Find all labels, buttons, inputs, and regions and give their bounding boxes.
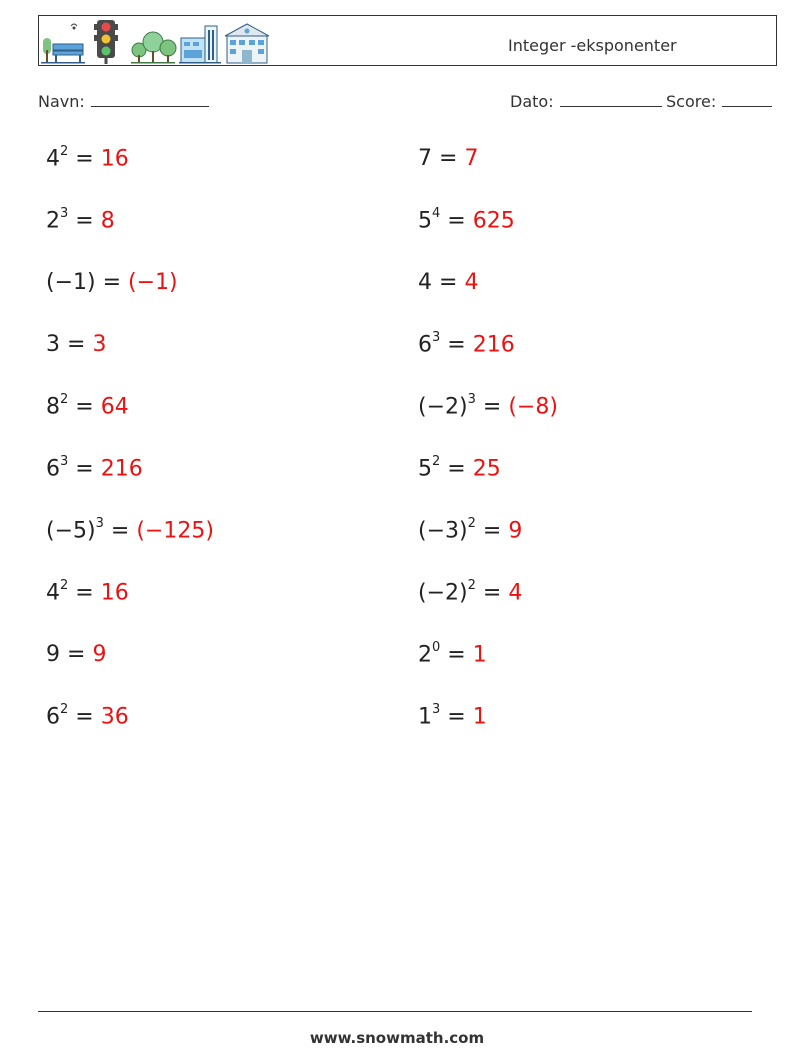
problem-answer: (−1) <box>128 270 178 295</box>
equals-sign: = <box>439 146 458 171</box>
problem-exponent: 2 <box>467 578 476 593</box>
problem-item <box>46 456 143 481</box>
equals-sign: = <box>482 394 502 420</box>
date-blank[interactable] <box>560 92 662 107</box>
problem-base: 4 <box>46 146 60 172</box>
name-blank[interactable] <box>91 92 209 107</box>
problem-exponent: 2 <box>60 392 69 407</box>
problem-base: (−1) <box>46 270 96 295</box>
school-building-icon <box>225 24 269 63</box>
problem-item <box>418 642 487 667</box>
equals-sign: = <box>75 456 94 482</box>
problem-base: 2 <box>418 642 432 668</box>
problem-base: 3 <box>46 332 60 357</box>
equals-sign: = <box>75 146 94 172</box>
equals-sign: = <box>447 704 466 730</box>
equals-sign: = <box>67 642 86 667</box>
problem-base: 4 <box>46 580 60 606</box>
problem-item <box>418 394 558 419</box>
equals-sign: = <box>110 518 130 544</box>
problem-exponent: 3 <box>467 392 476 407</box>
problem-item <box>46 394 129 419</box>
problem-base: 9 <box>46 642 60 667</box>
problem-answer: 64 <box>100 394 129 420</box>
problem-answer: 36 <box>100 704 129 730</box>
problem-exponent: 2 <box>467 516 476 531</box>
equals-sign: = <box>482 580 502 606</box>
equals-sign: = <box>75 394 94 420</box>
score-blank[interactable] <box>722 92 772 107</box>
problem-base: 6 <box>46 456 60 482</box>
problem-base: 1 <box>418 704 432 730</box>
problem-item <box>418 518 522 543</box>
problem-exponent: 3 <box>95 516 104 531</box>
problem-item <box>418 456 501 481</box>
problem-base: 2 <box>46 208 60 234</box>
problem-item <box>418 704 487 729</box>
problem-base: 5 <box>418 208 432 234</box>
problem-item <box>46 704 129 729</box>
score-field <box>666 92 772 111</box>
problem-answer: 8 <box>100 208 115 234</box>
problem-answer: 9 <box>92 642 107 667</box>
problem-item <box>418 580 522 605</box>
problem-item <box>46 580 129 605</box>
problem-answer: (−125) <box>136 518 214 544</box>
problem-answer: 1 <box>472 704 487 730</box>
problem-base: (−2) <box>418 394 468 420</box>
problem-exponent: 2 <box>432 454 441 469</box>
problem-exponent: 2 <box>60 702 69 717</box>
equals-sign: = <box>482 518 502 544</box>
equals-sign: = <box>67 332 86 357</box>
problem-item <box>46 642 106 667</box>
problem-exponent: 2 <box>60 144 69 159</box>
problem-answer: 216 <box>472 332 515 358</box>
problem-base: 7 <box>418 146 432 171</box>
equals-sign: = <box>447 642 466 668</box>
problem-base: 8 <box>46 394 60 420</box>
footer-url[interactable]: www.snowmath.com <box>309 1029 485 1047</box>
problem-item <box>46 146 129 171</box>
problem-item <box>418 146 478 171</box>
problem-base: (−3) <box>418 518 468 544</box>
trees-icon <box>131 32 176 64</box>
problem-base: 6 <box>46 704 60 730</box>
problem-answer: 16 <box>100 580 129 606</box>
problem-base: (−2) <box>418 580 468 606</box>
problem-exponent: 4 <box>432 206 441 221</box>
traffic-light-icon <box>94 20 118 64</box>
problem-answer: 216 <box>100 456 143 482</box>
problem-answer: (−8) <box>508 394 558 420</box>
problem-exponent: 3 <box>432 702 441 717</box>
header-icons <box>41 20 269 64</box>
problem-item <box>46 270 178 295</box>
header-box <box>38 15 777 66</box>
problem-answer: 1 <box>472 642 487 668</box>
problem-answer: 3 <box>92 332 107 357</box>
problem-item <box>46 332 106 357</box>
date-label: Dato: <box>510 92 554 111</box>
problem-answer: 4 <box>464 270 479 295</box>
equals-sign: = <box>75 208 94 234</box>
problem-answer: 25 <box>472 456 501 482</box>
problem-answer: 4 <box>508 580 523 606</box>
date-field <box>510 92 662 111</box>
problem-base: 4 <box>418 270 432 295</box>
score-label: Score: <box>666 92 717 111</box>
problem-item <box>418 270 478 295</box>
name-label: Navn: <box>38 92 85 111</box>
problem-exponent: 3 <box>60 454 69 469</box>
equals-sign: = <box>75 704 94 730</box>
equals-sign: = <box>447 208 466 234</box>
problem-item <box>46 208 115 233</box>
equals-sign: = <box>102 270 122 295</box>
problem-item <box>418 332 515 357</box>
problem-answer: 625 <box>472 208 515 234</box>
name-field <box>38 92 209 111</box>
problem-answer: 9 <box>508 518 523 544</box>
problem-exponent: 2 <box>60 578 69 593</box>
problem-exponent: 3 <box>432 330 441 345</box>
office-building-icon <box>179 26 221 64</box>
problem-item <box>418 208 515 233</box>
equals-sign: = <box>75 580 94 606</box>
problem-exponent: 0 <box>432 640 441 655</box>
equals-sign: = <box>447 456 466 482</box>
equals-sign: = <box>447 332 466 358</box>
problem-base: 6 <box>418 332 432 358</box>
problem-base: 5 <box>418 456 432 482</box>
footer-divider <box>38 1011 752 1012</box>
equals-sign: = <box>439 270 458 295</box>
worksheet-title: Integer -eksponenter <box>508 36 677 55</box>
problem-exponent: 3 <box>60 206 69 221</box>
problem-base: (−5) <box>46 518 96 544</box>
problem-answer: 16 <box>100 146 129 172</box>
problem-item <box>46 518 214 543</box>
park-bench-icon <box>41 24 85 64</box>
problem-answer: 7 <box>464 146 479 171</box>
